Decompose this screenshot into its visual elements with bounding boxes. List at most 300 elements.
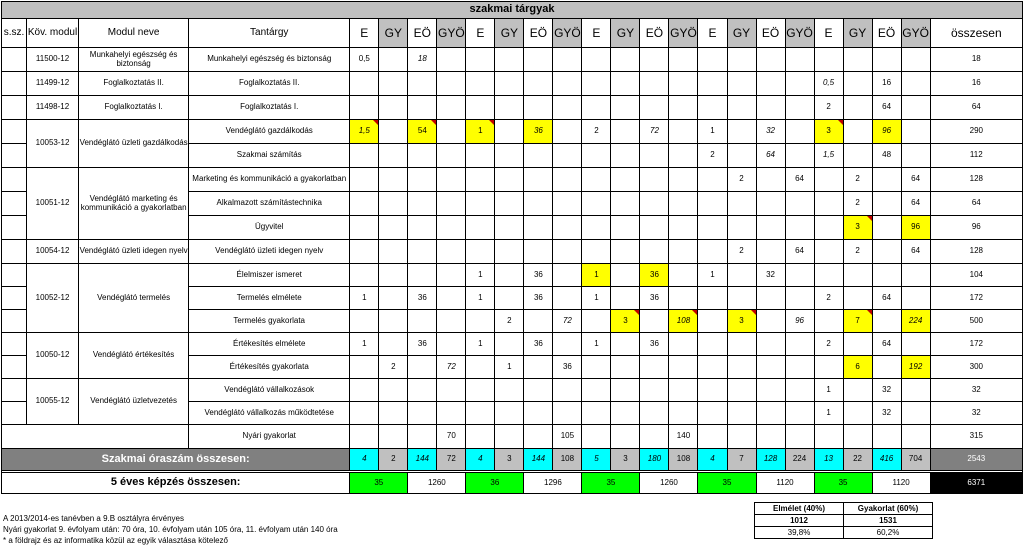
hour-cell (495, 425, 524, 449)
hour-cell (698, 72, 727, 96)
hour-cell (901, 48, 930, 72)
hour-cell (379, 96, 408, 120)
hour-cell: 7 (843, 310, 872, 333)
hour-cell (466, 310, 495, 333)
hour-cell (350, 96, 379, 120)
hour-cell (843, 333, 872, 356)
hour-cell (611, 216, 640, 240)
summary-cell: 7 (727, 449, 756, 471)
row-total: 290 (930, 120, 1022, 144)
hour-cell (756, 310, 785, 333)
hour-cell (466, 192, 495, 216)
table-row (2, 425, 1023, 449)
table-row (2, 72, 1023, 96)
hour-cell (495, 333, 524, 356)
hour-cell (901, 425, 930, 449)
hour-cell (437, 216, 466, 240)
ratio-table (754, 502, 933, 539)
summary-cell: 416 (872, 449, 901, 471)
hour-cell (669, 120, 698, 144)
ssz-cell (2, 310, 27, 333)
hour-cell: 64 (872, 287, 901, 310)
hour-cell (379, 216, 408, 240)
hour-cell (495, 287, 524, 310)
hour-cell (524, 379, 553, 402)
hour-cell (524, 72, 553, 96)
hour-cell (756, 402, 785, 425)
header-col: E (350, 19, 379, 48)
summary-label: Szakmai óraszám összesen: (2, 449, 350, 471)
hour-cell (727, 144, 756, 168)
note-line: * a földrajz és az informatika közül az egyik választása kötelező (3, 536, 228, 545)
hour-cell (727, 287, 756, 310)
hour-cell (785, 96, 814, 120)
module-code: 11498-12 (27, 96, 79, 120)
hour-cell (727, 402, 756, 425)
hour-cell (408, 96, 437, 120)
hour-cell: 96 (872, 120, 901, 144)
header-col: GY (495, 19, 524, 48)
hour-cell (524, 402, 553, 425)
header-col: EÖ (408, 19, 437, 48)
row-total: 104 (930, 264, 1022, 287)
subject-name: Marketing és kommunikáció a gyakorlatban (189, 168, 350, 192)
hour-cell: 2 (727, 240, 756, 264)
hour-cell (872, 425, 901, 449)
header-kov-modul: Köv. modul (27, 19, 79, 48)
hour-cell (669, 48, 698, 72)
five-year-label: 5 éves képzés összesen: (2, 473, 350, 494)
hour-cell (814, 425, 843, 449)
hour-cell (669, 72, 698, 96)
hour-cell (640, 240, 669, 264)
hour-cell (669, 333, 698, 356)
hour-cell (872, 192, 901, 216)
hour-cell (524, 240, 553, 264)
five-year-hours: 1120 (756, 473, 814, 494)
hour-cell: 1,5 (814, 144, 843, 168)
hour-cell: 32 (872, 402, 901, 425)
hour-cell (379, 333, 408, 356)
hour-cell (350, 310, 379, 333)
hour-cell: 2 (843, 168, 872, 192)
hour-cell (843, 48, 872, 72)
subject-name: Vendéglátó vállalkozás működtetése (189, 402, 350, 425)
hour-cell: 3 (843, 216, 872, 240)
hour-cell (814, 168, 843, 192)
hour-cell (901, 287, 930, 310)
hour-cell (640, 72, 669, 96)
subject-name: Értékesítés gyakorlata (189, 356, 350, 379)
hour-cell (611, 379, 640, 402)
hour-cell: 0,5 (350, 48, 379, 72)
hour-cell (495, 168, 524, 192)
hour-cell (756, 192, 785, 216)
hour-cell (756, 287, 785, 310)
hour-cell (843, 96, 872, 120)
header-col: GYÖ (785, 19, 814, 48)
hour-cell: 2 (379, 356, 408, 379)
summary-cell: 180 (640, 449, 669, 471)
hour-cell (611, 402, 640, 425)
five-year-weekly: 35 (350, 473, 408, 494)
hour-cell (785, 287, 814, 310)
hour-cell (350, 402, 379, 425)
summary-cell: 128 (756, 449, 785, 471)
hour-cell (379, 264, 408, 287)
subject-name: Alkalmazott számítástechnika (189, 192, 350, 216)
hour-cell (611, 264, 640, 287)
hour-cell: 1 (582, 333, 611, 356)
module-name: Vendéglátó értékesítés (79, 333, 189, 379)
hour-cell (727, 192, 756, 216)
row-total: 128 (930, 168, 1022, 192)
summary-cell: 72 (437, 449, 466, 471)
hour-cell (669, 216, 698, 240)
hour-cell (785, 356, 814, 379)
subject-name: Foglalkoztatás I. (189, 96, 350, 120)
hour-cell (814, 48, 843, 72)
hour-cell: 1 (466, 264, 495, 287)
hour-cell (640, 144, 669, 168)
hour-cell: 36 (408, 333, 437, 356)
hour-cell (756, 356, 785, 379)
hour-cell (843, 287, 872, 310)
hour-cell (379, 72, 408, 96)
hour-cell (437, 379, 466, 402)
hour-cell: 3 (611, 310, 640, 333)
hour-cell (785, 120, 814, 144)
hour-cell (756, 48, 785, 72)
hour-cell (698, 287, 727, 310)
hour-cell (379, 48, 408, 72)
hour-cell (901, 333, 930, 356)
row-total: 128 (930, 240, 1022, 264)
hour-cell (843, 72, 872, 96)
hour-cell (872, 168, 901, 192)
hour-cell (640, 168, 669, 192)
hour-cell (872, 264, 901, 287)
hour-cell: 96 (901, 216, 930, 240)
five-year-weekly: 35 (814, 473, 872, 494)
hour-cell (495, 72, 524, 96)
ssz-cell (2, 379, 27, 402)
summary-cell: 13 (814, 449, 843, 471)
hour-cell (466, 72, 495, 96)
hour-cell (785, 333, 814, 356)
hour-cell: 36 (553, 356, 582, 379)
hour-cell (379, 120, 408, 144)
ssz-cell (2, 96, 27, 120)
five-year-hours: 1120 (872, 473, 930, 494)
hour-cell (437, 96, 466, 120)
hour-cell (843, 425, 872, 449)
header-col: EÖ (640, 19, 669, 48)
hour-cell (872, 310, 901, 333)
hour-cell (872, 216, 901, 240)
hour-cell (350, 72, 379, 96)
hour-cell (495, 192, 524, 216)
hour-cell: 36 (524, 120, 553, 144)
hour-cell (524, 96, 553, 120)
five-year-hours: 1260 (408, 473, 466, 494)
table-row (2, 264, 1023, 287)
hour-cell (408, 425, 437, 449)
hour-cell (611, 96, 640, 120)
hour-cell (727, 356, 756, 379)
hour-cell (698, 168, 727, 192)
hour-cell: 1 (582, 287, 611, 310)
header-col: GY (843, 19, 872, 48)
hour-cell (756, 216, 785, 240)
hour-cell (901, 72, 930, 96)
hour-cell (553, 144, 582, 168)
ssz-cell (2, 356, 27, 379)
hour-cell (698, 216, 727, 240)
hour-cell (524, 310, 553, 333)
hour-cell: 2 (582, 120, 611, 144)
hour-cell: 1 (495, 356, 524, 379)
summary-cell: 2 (379, 449, 408, 471)
hour-cell (785, 72, 814, 96)
table-row (2, 48, 1023, 72)
gyakorlat-pct: 60,2% (844, 527, 933, 539)
module-name: Foglalkoztatás I. (79, 96, 189, 120)
module-code: 10051-12 (27, 168, 79, 240)
hour-cell (756, 425, 785, 449)
hour-cell: 54 (408, 120, 437, 144)
hour-cell (350, 379, 379, 402)
hour-cell (814, 240, 843, 264)
gyakorlat-value: 1531 (844, 515, 933, 527)
hour-cell: 1 (350, 287, 379, 310)
hour-cell (495, 120, 524, 144)
hour-cell (350, 240, 379, 264)
hour-cell: 96 (785, 310, 814, 333)
hour-cell (350, 216, 379, 240)
header-col: E (582, 19, 611, 48)
hour-cell: 48 (872, 144, 901, 168)
hour-cell (669, 379, 698, 402)
hour-cell: 1 (350, 333, 379, 356)
hour-cell (350, 168, 379, 192)
hour-cell (582, 72, 611, 96)
subject-name: Nyári gyakorlat (189, 425, 350, 449)
row-total: 112 (930, 144, 1022, 168)
module-code: 11499-12 (27, 72, 79, 96)
module-name: Vendéglátó üzleti idegen nyelv (79, 240, 189, 264)
hour-cell (582, 144, 611, 168)
hour-cell (437, 120, 466, 144)
hour-cell (350, 356, 379, 379)
header-col: E (814, 19, 843, 48)
hour-cell: 72 (437, 356, 466, 379)
subject-name: Foglalkoztatás II. (189, 72, 350, 96)
ssz-cell (2, 402, 27, 425)
five-year-total: 6371 (930, 473, 1022, 494)
hour-cell (640, 402, 669, 425)
hour-cell (640, 48, 669, 72)
hour-cell (350, 144, 379, 168)
subject-name: Munkahelyi egészség és biztonság (189, 48, 350, 72)
hour-cell (495, 240, 524, 264)
hour-cell (408, 240, 437, 264)
hour-cell (698, 48, 727, 72)
hour-cell (785, 144, 814, 168)
five-year-weekly: 35 (582, 473, 640, 494)
header-col: E (466, 19, 495, 48)
row-total: 172 (930, 287, 1022, 310)
hour-cell: 3 (727, 310, 756, 333)
hour-cell (408, 356, 437, 379)
hour-cell (553, 287, 582, 310)
row-total: 315 (930, 425, 1022, 449)
header-col: GYÖ (901, 19, 930, 48)
subject-name: Termelés elmélete (189, 287, 350, 310)
hour-cell: 1 (698, 120, 727, 144)
hour-cell: 32 (756, 120, 785, 144)
hour-cell (466, 168, 495, 192)
hour-cell: 1 (814, 402, 843, 425)
hour-cell (495, 402, 524, 425)
header-tantargy: Tantárgy (189, 19, 350, 48)
header-col: EÖ (524, 19, 553, 48)
hour-cell (901, 96, 930, 120)
hour-cell (785, 216, 814, 240)
hour-cell (553, 48, 582, 72)
hour-cell: 1 (466, 287, 495, 310)
hour-cell (379, 287, 408, 310)
row-total: 300 (930, 356, 1022, 379)
header-col: EÖ (756, 19, 785, 48)
row-total: 64 (930, 96, 1022, 120)
hour-cell (901, 144, 930, 168)
subject-name: Ügyvitel (189, 216, 350, 240)
row-total: 16 (930, 72, 1022, 96)
hour-cell (843, 264, 872, 287)
hour-cell (727, 48, 756, 72)
summary-cell: 4 (466, 449, 495, 471)
five-year-hours: 1260 (640, 473, 698, 494)
table-row (2, 96, 1023, 120)
hour-cell (727, 264, 756, 287)
header-col: GYÖ (669, 19, 698, 48)
hour-cell: 2 (843, 192, 872, 216)
subject-name: Termelés gyakorlata (189, 310, 350, 333)
hour-cell (611, 120, 640, 144)
row-total: 500 (930, 310, 1022, 333)
hour-cell: 64 (872, 333, 901, 356)
five-year-hours: 1296 (524, 473, 582, 494)
hour-cell (495, 144, 524, 168)
hour-cell (379, 144, 408, 168)
hour-cell (466, 379, 495, 402)
hour-cell (437, 402, 466, 425)
hour-cell (466, 144, 495, 168)
hour-cell (640, 310, 669, 333)
hour-cell: 2 (814, 287, 843, 310)
hour-cell (785, 48, 814, 72)
hour-cell (408, 72, 437, 96)
hour-cell (582, 96, 611, 120)
header-col: GY (727, 19, 756, 48)
hour-cell (466, 356, 495, 379)
hour-cell: 0,5 (814, 72, 843, 96)
hour-cell (785, 192, 814, 216)
table-row (2, 120, 1023, 144)
header-col: GYÖ (553, 19, 582, 48)
hour-cell (669, 287, 698, 310)
hour-cell (698, 425, 727, 449)
hour-cell (437, 333, 466, 356)
hour-cell (379, 379, 408, 402)
hour-cell: 36 (524, 264, 553, 287)
hour-cell (640, 96, 669, 120)
hour-cell: 2 (814, 333, 843, 356)
hour-cell (814, 216, 843, 240)
hour-cell (843, 120, 872, 144)
hour-cell: 108 (669, 310, 698, 333)
hour-cell (872, 240, 901, 264)
hour-cell (669, 264, 698, 287)
hour-cell (582, 48, 611, 72)
hour-cell: 36 (640, 287, 669, 310)
row-total: 18 (930, 48, 1022, 72)
hour-cell: 3 (814, 120, 843, 144)
hour-cell (611, 48, 640, 72)
subject-name: Vendéglátó üzleti idegen nyelv (189, 240, 350, 264)
hour-cell (495, 379, 524, 402)
hour-cell (524, 192, 553, 216)
hour-cell: 36 (524, 287, 553, 310)
ssz-cell (2, 144, 27, 168)
hour-cell (408, 192, 437, 216)
hour-cell: 64 (756, 144, 785, 168)
hour-cell (437, 264, 466, 287)
hour-cell: 64 (872, 96, 901, 120)
row-total: 96 (930, 216, 1022, 240)
module-name: Vendéglátó üzletvezetés (79, 379, 189, 425)
hour-cell (727, 120, 756, 144)
hour-cell: 6 (843, 356, 872, 379)
hour-cell (437, 240, 466, 264)
hour-cell (756, 379, 785, 402)
hour-cell: 2 (843, 240, 872, 264)
summary-cell: 224 (785, 449, 814, 471)
hour-cell: 1 (582, 264, 611, 287)
row-total: 32 (930, 379, 1022, 402)
ssz-cell (2, 192, 27, 216)
curriculum-table (1, 1, 1023, 494)
summary-total: 2543 (930, 449, 1022, 471)
module-code: 10054-12 (27, 240, 79, 264)
hour-cell (785, 425, 814, 449)
hour-cell (582, 310, 611, 333)
hour-cell (669, 144, 698, 168)
summary-cell: 3 (495, 449, 524, 471)
hour-cell (437, 144, 466, 168)
header-ssz: s.sz. (2, 19, 27, 48)
hour-cell: 1 (698, 264, 727, 287)
hour-cell: 140 (669, 425, 698, 449)
hour-cell (524, 168, 553, 192)
summary-cell: 144 (408, 449, 437, 471)
summary-cell: 4 (350, 449, 379, 471)
hour-cell: 32 (756, 264, 785, 287)
summary-cell: 144 (524, 449, 553, 471)
hour-cell (727, 425, 756, 449)
hour-cell: 36 (408, 287, 437, 310)
